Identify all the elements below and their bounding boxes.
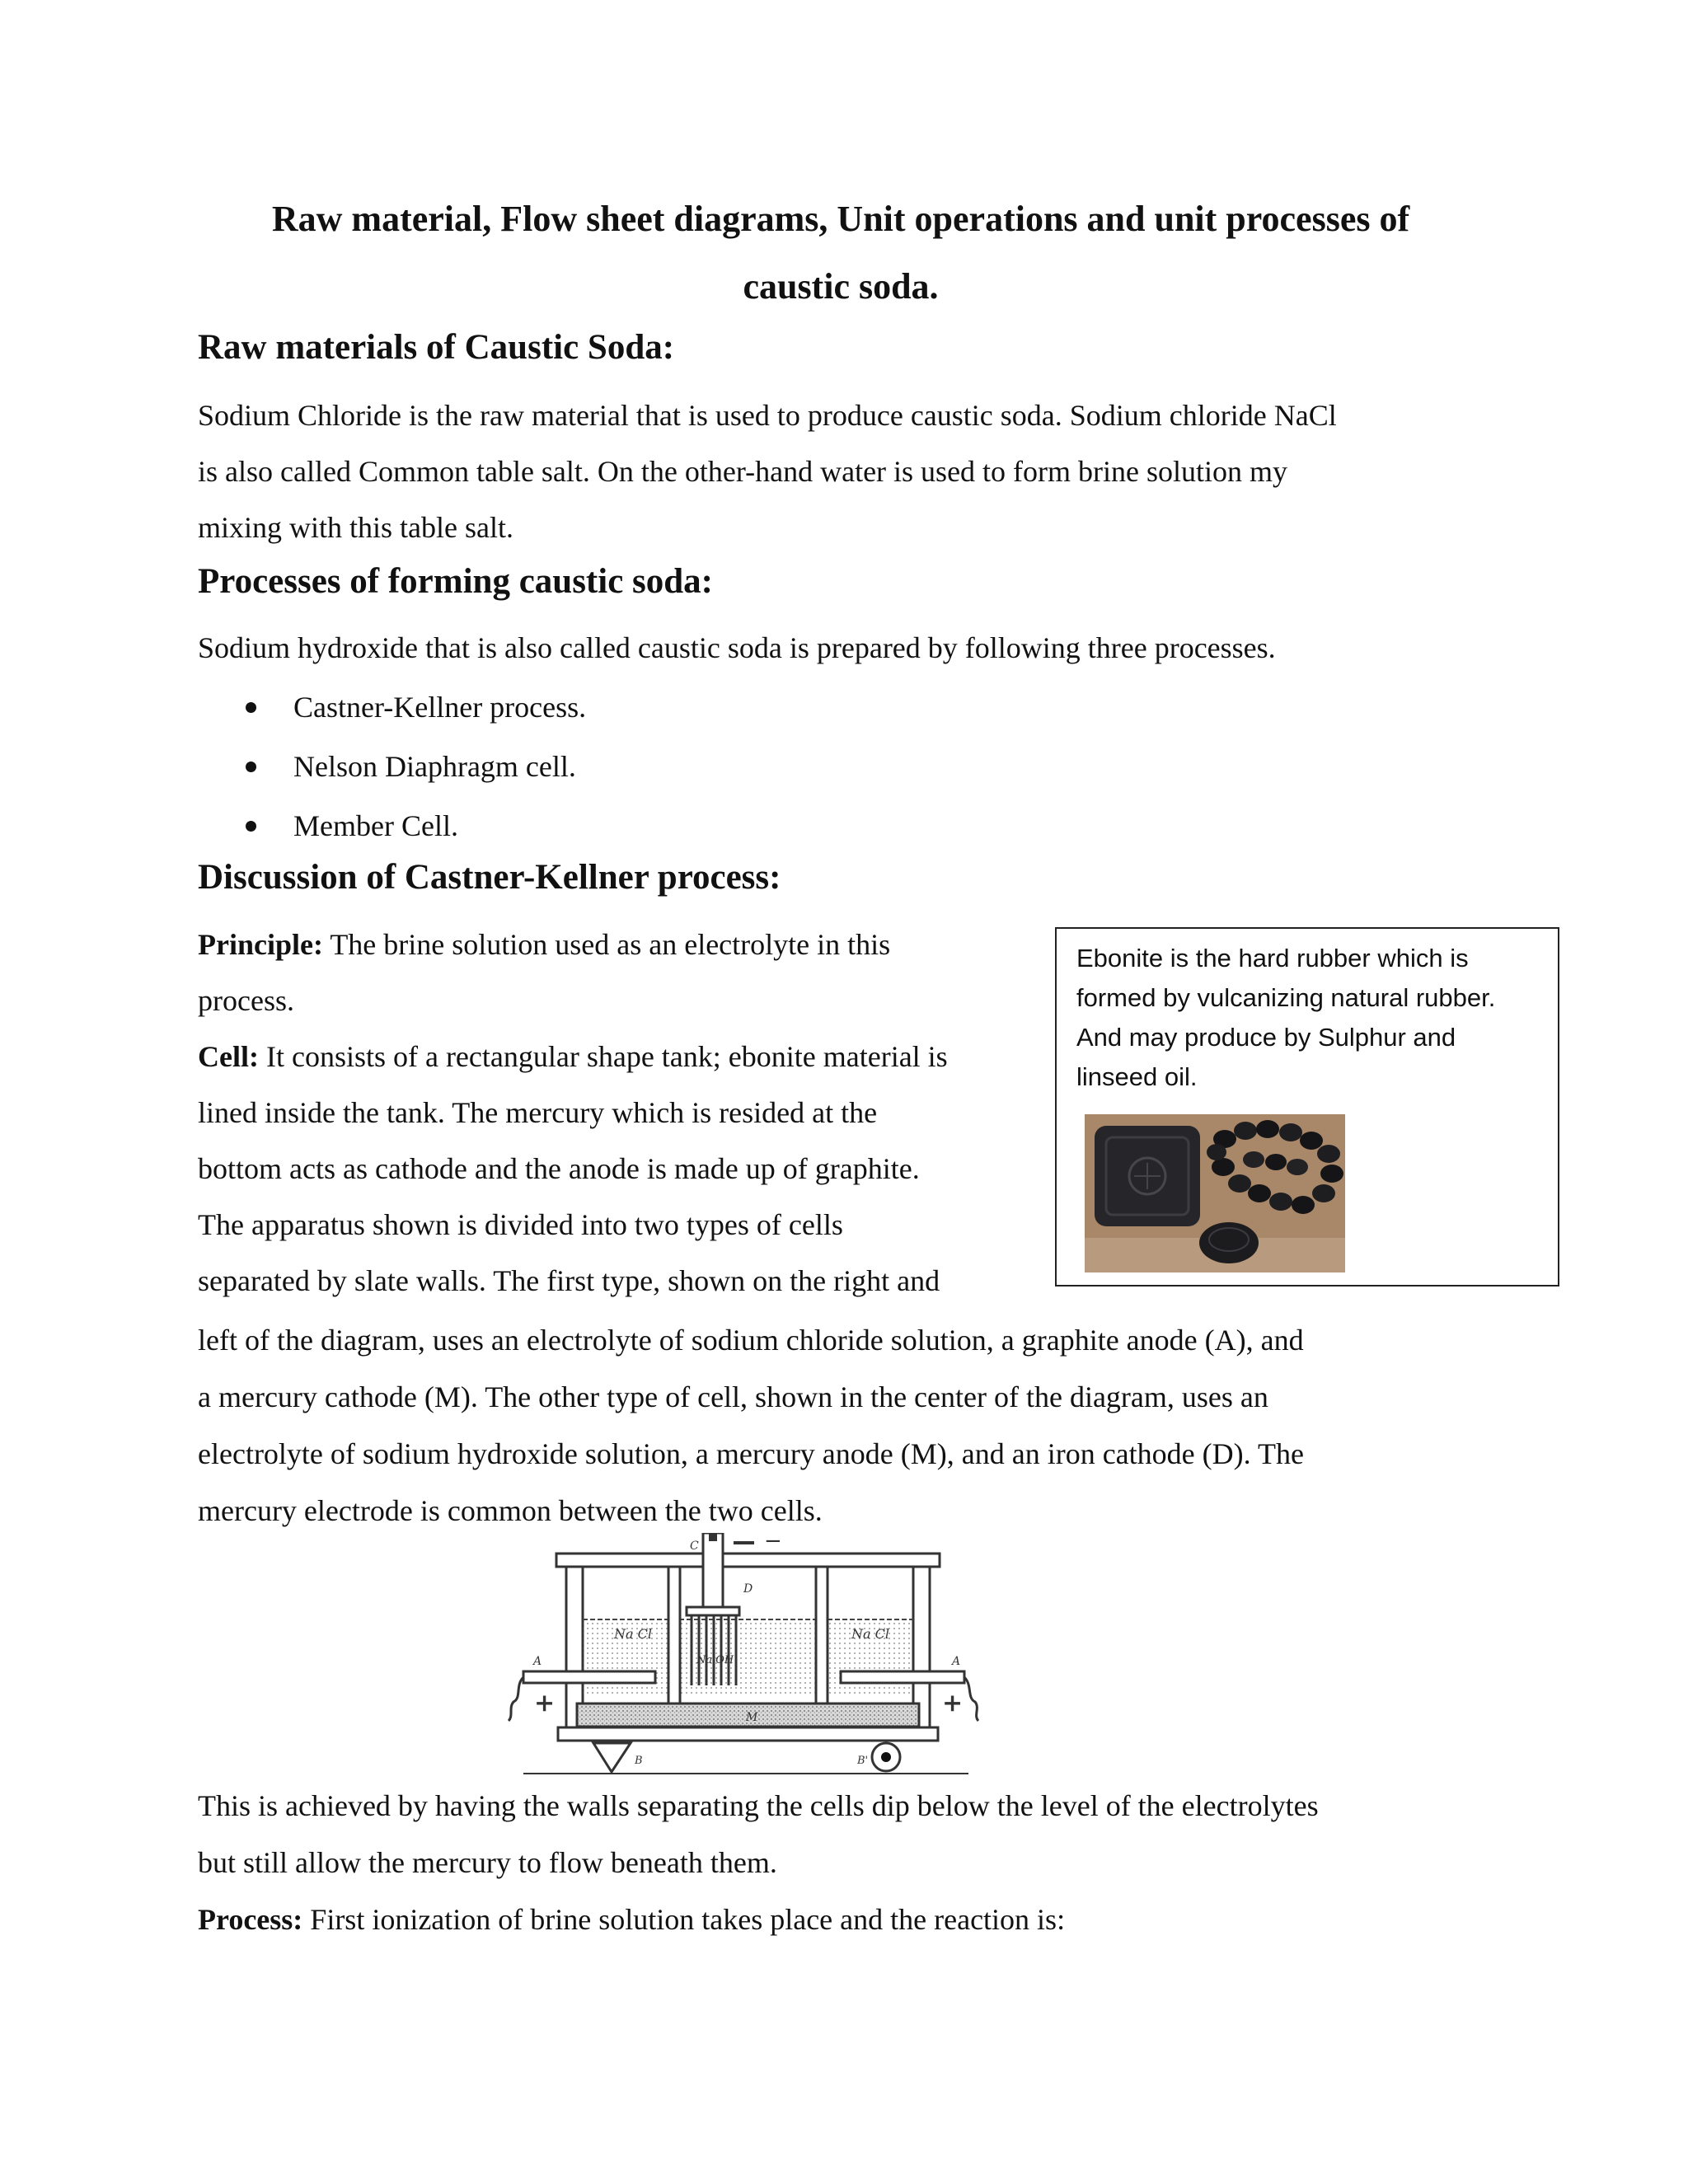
raw-materials-paragraph <box>198 387 1337 555</box>
after-line-2: a mercury cathode (M). The other type of cell, shown in the center of the diagram, uses an <box>198 1380 1268 1413</box>
label-plus-right: + <box>942 1689 964 1718</box>
ebonite-photo <box>1085 1114 1345 1272</box>
list-item-text: Nelson Diaphragm cell. <box>293 750 576 783</box>
cell-description-paragraph <box>198 1312 1500 1540</box>
wire-right <box>964 1677 978 1721</box>
cell-line-5: separated by slate walls. The first type, shown on the right and <box>198 1264 940 1297</box>
principle-line-2: process. <box>198 984 294 1017</box>
wire-left <box>509 1677 523 1721</box>
pivot-support <box>593 1743 631 1772</box>
cell-label: Cell: <box>198 1040 259 1073</box>
after-line-4: mercury electrode is common between the two cells. <box>198 1494 823 1527</box>
label-a-left: A <box>533 1655 542 1668</box>
label-c: C <box>690 1540 699 1553</box>
raw-line-3: mixing with this table salt. <box>198 511 513 544</box>
raw-line-2: is also called Common table salt. On the other-hand water is used to form brine solution my <box>198 455 1288 488</box>
note-line-2: formed by vulcanizing natural rubber. <box>1076 983 1496 1012</box>
ebonite-note-box <box>1055 927 1559 1286</box>
roller-hub <box>881 1752 891 1762</box>
process-text: First ionization of brine solution takes place and the reaction is: <box>302 1903 1066 1936</box>
principle-cell-paragraph <box>198 916 1039 1309</box>
tank-base <box>558 1727 938 1741</box>
castner-kellner-cell-diagram <box>507 1533 981 1780</box>
cathode-grid <box>692 1615 736 1685</box>
label-a-right: A <box>952 1655 961 1668</box>
cathode-bar <box>687 1607 739 1615</box>
label-naoh: Na OH <box>696 1654 734 1666</box>
principle-line <box>198 916 1039 972</box>
label-m: M <box>746 1711 758 1724</box>
list-item <box>198 677 586 737</box>
principle-label: Principle: <box>198 928 323 961</box>
raw-line-1: Sodium Chloride is the raw material that is used to produce caustic soda. Sodium chloride NaCl <box>198 399 1337 432</box>
processes-intro <box>198 620 1276 676</box>
tail-line-2: but still allow the mercury to flow beneath them. <box>198 1846 777 1879</box>
cell-line-3: bottom acts as cathode and the anode is made up of graphite. <box>198 1152 920 1185</box>
list-item-text: Member Cell. <box>293 809 458 842</box>
cell-lid <box>556 1554 940 1567</box>
label-nacl-right: Na Cl <box>851 1626 889 1642</box>
title-line-2: caustic soda. <box>743 266 939 307</box>
cell-line <box>198 1029 1039 1085</box>
list-item-text: Castner-Kellner process. <box>293 691 587 724</box>
page-title <box>198 185 1484 321</box>
cathode-terminal <box>709 1533 717 1541</box>
note-line-1: Ebonite is the hard rubber which is <box>1076 944 1469 972</box>
ebonite-block <box>1095 1126 1200 1226</box>
bullet-icon <box>246 762 256 772</box>
label-plus-left: + <box>534 1689 556 1718</box>
label-b-left: B <box>635 1755 643 1767</box>
label-minus: − <box>764 1533 782 1554</box>
label-d: D <box>743 1582 753 1596</box>
ebonite-note-text <box>1076 939 1546 1097</box>
cell-line-4: The apparatus shown is divided into two types of cells <box>198 1208 843 1241</box>
processes-intro-line: Sodium hydroxide that is also called caustic soda is prepared by following three processes. <box>198 631 1276 664</box>
graphite-anode-left <box>523 1671 655 1683</box>
process-line <box>198 1891 1500 1948</box>
process-label: Process: <box>198 1903 303 1936</box>
slate-wall-right <box>816 1567 828 1707</box>
bullet-icon <box>246 702 256 713</box>
heading-discussion: Discussion of Castner-Kellner process: <box>198 858 781 897</box>
ebonite-disc <box>1199 1222 1259 1263</box>
note-line-4: linseed oil. <box>1076 1062 1198 1091</box>
closing-paragraph <box>198 1778 1500 1948</box>
slate-wall-left <box>668 1567 680 1707</box>
list-item <box>198 796 586 855</box>
cell-line-2: lined inside the tank. The mercury which is resided at the <box>198 1096 878 1129</box>
heading-processes: Processes of forming caustic soda: <box>198 562 713 601</box>
iron-cathode-rod <box>703 1533 723 1611</box>
note-line-3: And may produce by Sulphur and <box>1076 1023 1456 1052</box>
principle-text: The brine solution used as an electrolyte in this <box>322 928 891 961</box>
label-nacl-left: Na Cl <box>614 1626 652 1642</box>
process-list <box>198 677 586 855</box>
label-b-right: B' <box>857 1755 869 1767</box>
after-line-1: left of the diagram, uses an electrolyte of sodium chloride solution, a graphite anode (A), and <box>198 1324 1304 1357</box>
cell-text: It consists of a rectangular shape tank; ebonite material is <box>258 1040 948 1073</box>
title-line-1: Raw material, Flow sheet diagrams, Unit operations and unit processes of <box>271 199 1410 239</box>
graphite-anode-right <box>841 1671 964 1683</box>
heading-raw-materials: Raw materials of Caustic Soda: <box>198 328 675 367</box>
bullet-icon <box>246 821 256 832</box>
tail-line-1: This is achieved by having the walls separating the cells dip below the level of the electrolytes <box>198 1789 1319 1822</box>
list-item <box>198 737 586 796</box>
after-line-3: electrolyte of sodium hydroxide solution, a mercury anode (M), and an iron cathode (D). The <box>198 1437 1304 1470</box>
